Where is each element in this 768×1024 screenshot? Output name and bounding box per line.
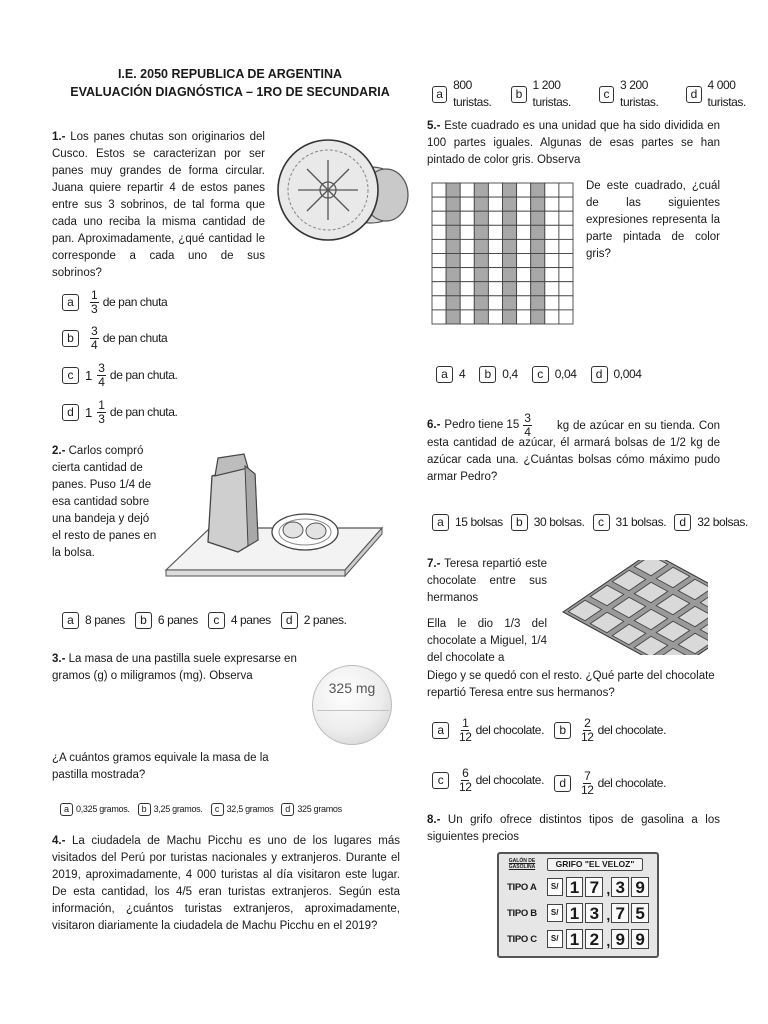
option-letter-box: d xyxy=(554,775,571,792)
option-letter-box[interactable]: d xyxy=(281,612,298,629)
option-text: 30 bolsas. xyxy=(533,515,585,529)
option-text: 15 bolsas xyxy=(455,515,503,529)
q5-body: Este cuadrado es una unidad que ha sido dividida en 100 partes iguales. Algunas de esas partes se han pintado de color gris. Observa xyxy=(427,120,721,166)
option-text: 1 200 turistas. xyxy=(532,78,571,109)
grid-cell-shaded xyxy=(446,310,460,324)
q6-options xyxy=(432,514,748,531)
grid-cell xyxy=(517,239,531,253)
q8-text xyxy=(427,812,720,846)
option-text: 3 200 turistas. xyxy=(620,78,659,109)
grid-cell xyxy=(517,225,531,239)
option-whole: 1 xyxy=(85,405,93,420)
grid-cell xyxy=(488,183,502,197)
currency-label: S/ xyxy=(547,904,563,922)
option-letter-box[interactable]: a xyxy=(60,803,73,816)
pill-line xyxy=(317,710,389,711)
option-letter-box[interactable]: b xyxy=(138,803,151,816)
option-letter-box[interactable]: a xyxy=(432,514,449,531)
grid-cell xyxy=(517,254,531,268)
fraction-numerator: 1 xyxy=(462,716,469,730)
price-digit: 1 xyxy=(566,903,584,923)
option-fraction xyxy=(581,770,594,797)
grid-cell xyxy=(432,197,446,211)
fraction-denominator: 4 xyxy=(91,338,98,352)
q3-number: 3.- xyxy=(52,653,66,665)
exam-title: EVALUACIÓN DIAGNÓSTICA – 1RO DE SECUNDARIA xyxy=(70,85,390,99)
grid-cell-shaded xyxy=(531,211,545,225)
grid-cell-shaded xyxy=(446,183,460,197)
school-title: I.E. 2050 REPUBLICA DE ARGENTINA xyxy=(117,67,343,81)
grid-cell-shaded xyxy=(446,282,460,296)
grid-cell-shaded xyxy=(446,239,460,253)
decimal-separator: , xyxy=(606,881,611,897)
option-text: 8 panes xyxy=(85,613,125,627)
grid-cell xyxy=(545,225,559,239)
grid-cell xyxy=(517,268,531,282)
grid-cell-shaded xyxy=(474,211,488,225)
grid-cell xyxy=(460,268,474,282)
option-text: 3,25 gramos. xyxy=(153,804,203,814)
q3-body: La masa de una pastilla suele expresarse en gramos (g) o miligramos (mg). Observa xyxy=(52,653,297,682)
q1-option-b[interactable] xyxy=(62,325,177,352)
grid-cell-shaded xyxy=(474,239,488,253)
pill-illustration xyxy=(312,665,392,745)
sign-row xyxy=(507,902,651,924)
grid-cell-shaded xyxy=(503,282,517,296)
fraction-numerator: 1 xyxy=(98,398,105,412)
fraction-numerator: 7 xyxy=(584,769,591,783)
grid-cell-shaded xyxy=(531,239,545,253)
grid-cell-shaded xyxy=(531,183,545,197)
q5-text xyxy=(427,118,720,169)
hundred-square-grid xyxy=(431,182,574,325)
option-letter-box: c xyxy=(62,367,79,384)
grid-cell-shaded xyxy=(503,310,517,324)
q4-number: 4.- xyxy=(52,835,66,847)
grid-cell xyxy=(559,254,573,268)
bread-illustration xyxy=(276,135,411,245)
q8-number: 8.- xyxy=(427,814,441,826)
grid-cell xyxy=(545,197,559,211)
grid-cell xyxy=(488,282,502,296)
option-text: 0,004 xyxy=(613,367,642,381)
q2-number: 2.- xyxy=(52,445,66,457)
grid-cell xyxy=(545,254,559,268)
grid-cell xyxy=(460,239,474,253)
grid-cell-shaded xyxy=(503,254,517,268)
option-letter-box[interactable]: d xyxy=(686,86,701,103)
grid-cell-shaded xyxy=(474,282,488,296)
fraction-denominator: 3 xyxy=(91,302,98,316)
grid-cell xyxy=(545,268,559,282)
grid-cell xyxy=(559,268,573,282)
q1-text xyxy=(52,129,265,282)
grid-cell-shaded xyxy=(446,225,460,239)
q1-option-a[interactable] xyxy=(62,289,177,316)
grid-cell xyxy=(545,211,559,225)
fraction-numerator: 1 xyxy=(91,288,98,302)
grid-cell xyxy=(460,197,474,211)
grid-cell-shaded xyxy=(531,296,545,310)
q4-text xyxy=(52,833,400,935)
grid-cell xyxy=(488,310,502,324)
grid-cell xyxy=(517,310,531,324)
q1-option-d[interactable] xyxy=(62,399,187,426)
grid-cell xyxy=(460,310,474,324)
grid-cell-shaded xyxy=(531,282,545,296)
fraction-numerator: 6 xyxy=(462,766,469,780)
price-digit: 9 xyxy=(631,877,649,897)
price-digit: 3 xyxy=(611,877,629,897)
grid-cell xyxy=(460,296,474,310)
q4-options xyxy=(432,77,768,111)
grid-cell-shaded xyxy=(446,197,460,211)
option-text: 325 gramos xyxy=(297,804,342,814)
grid-cell-shaded xyxy=(474,268,488,282)
option-text: del chocolate. xyxy=(475,773,545,787)
grid-cell-shaded xyxy=(503,183,517,197)
option-text: del chocolate. xyxy=(597,776,667,790)
grid-cell-shaded xyxy=(474,254,488,268)
fraction-numerator: 3 xyxy=(524,411,531,425)
decimal-separator: , xyxy=(606,907,611,923)
grid-cell-shaded xyxy=(503,239,517,253)
grid-cell xyxy=(559,282,573,296)
grid-cell xyxy=(432,282,446,296)
option-letter-box[interactable]: c xyxy=(208,612,225,629)
option-fraction xyxy=(90,325,99,352)
grid-cell-shaded xyxy=(446,296,460,310)
fraction-denominator: 12 xyxy=(459,780,472,794)
grid-cell-shaded xyxy=(531,225,545,239)
q5-question: De este cuadrado, ¿cuál de las siguientes expresiones representa la parte pintada de color gris? xyxy=(586,180,720,260)
price-digit: 9 xyxy=(611,929,629,949)
q7-option-d[interactable] xyxy=(554,770,666,797)
fuel-type-label: TIPO C xyxy=(507,933,537,945)
option-text: 800 turistas. xyxy=(453,78,492,109)
q7-body-a: Teresa repartió este chocolate entre sus hermanos xyxy=(427,558,547,604)
option-text: 4 panes xyxy=(230,613,271,627)
grid-cell-shaded xyxy=(446,211,460,225)
fraction-denominator: 4 xyxy=(98,375,105,389)
q7-option-a[interactable] xyxy=(432,717,544,744)
sign-row xyxy=(507,928,651,950)
grid-cell-shaded xyxy=(503,268,517,282)
fraction-denominator: 3 xyxy=(98,412,105,426)
option-fraction xyxy=(97,362,106,389)
option-fraction xyxy=(90,289,99,316)
grid-cell xyxy=(517,197,531,211)
grid-cell xyxy=(432,310,446,324)
option-letter-box: d xyxy=(62,404,79,421)
fraction-denominator: 12 xyxy=(581,783,594,797)
grid-cell xyxy=(517,211,531,225)
grid-cell xyxy=(559,211,573,225)
grid-cell-shaded xyxy=(446,254,460,268)
grid-cell-shaded xyxy=(446,268,460,282)
grid-cell xyxy=(559,296,573,310)
option-letter-box[interactable]: a xyxy=(432,86,447,103)
q2-body: Carlos compró cierta cantidad de panes. Puso 1/4 de esa cantidad sobre una bandeja y dejó el resto de panes en la bolsa. xyxy=(52,445,157,559)
option-text: 0,4 xyxy=(502,367,518,381)
option-letter-box[interactable]: d xyxy=(591,366,608,383)
pill-label: 325 mg xyxy=(328,680,376,696)
q8-body: Un grifo ofrece distintos tipos de gasolina a los siguientes precios xyxy=(427,814,720,843)
grid-cell-shaded xyxy=(474,225,488,239)
fuel-type-label: TIPO A xyxy=(507,881,537,893)
grid-cell-shaded xyxy=(503,296,517,310)
option-text: 0,04 xyxy=(554,367,577,381)
grid-cell xyxy=(488,197,502,211)
price-digit: 5 xyxy=(631,903,649,923)
grid-cell xyxy=(432,254,446,268)
grid-cell xyxy=(460,211,474,225)
option-whole: 1 xyxy=(85,368,93,383)
fraction-denominator: 12 xyxy=(459,730,472,744)
fraction-denominator: 4 xyxy=(524,425,531,439)
q3-text xyxy=(52,651,302,685)
option-letter-box[interactable]: d xyxy=(674,514,691,531)
option-text: 6 panes xyxy=(157,613,198,627)
option-fraction xyxy=(581,717,594,744)
option-letter-box[interactable]: a xyxy=(62,612,79,629)
option-letter-box[interactable]: b xyxy=(511,86,526,103)
option-fraction xyxy=(459,717,472,744)
grid-cell xyxy=(559,183,573,197)
option-text: de pan chuta xyxy=(102,295,168,309)
fraction-numerator: 2 xyxy=(584,716,591,730)
grid-cell xyxy=(460,254,474,268)
option-text: de pan chuta. xyxy=(109,368,178,382)
option-letter-box[interactable]: c xyxy=(532,366,549,383)
grid-cell xyxy=(432,268,446,282)
sign-unit-label: GALÓN DE GASOLINA xyxy=(508,858,536,870)
option-fraction xyxy=(459,767,472,794)
grid-cell xyxy=(559,310,573,324)
price-digit: 7 xyxy=(585,877,603,897)
option-letter-box: a xyxy=(432,722,449,739)
q1-body: Los panes chutas son originarios del Cusco. Estos se caracterizan por ser panes muy grandes de forma circular. Juana quiere repartir 4 de estos panes entre sus 3 sobrinos, de tal forma que cada uno reciba la misma cantidad de pan. Aproximadamente, ¿qué cantidad le corresponde a cada uno de sus sobrinos? xyxy=(52,131,265,279)
q7-text-c: Diego y se quedó con el resto. ¿Qué parte del chocolate repartió Teresa entre sus hermanos? xyxy=(427,670,715,699)
option-letter-box[interactable]: b xyxy=(511,514,528,531)
grid-cell xyxy=(460,282,474,296)
grid-cell xyxy=(559,197,573,211)
price-digit: 3 xyxy=(585,903,603,923)
option-letter-box[interactable]: b xyxy=(135,612,152,629)
option-text: 0,325 gramos. xyxy=(76,804,130,814)
sign-station-name: GRIFO "EL VELOZ" xyxy=(547,858,643,871)
option-letter-box[interactable]: c xyxy=(211,803,224,816)
option-letter-box[interactable]: a xyxy=(436,366,453,383)
grid-cell-shaded xyxy=(474,183,488,197)
option-text: 32,5 gramos xyxy=(226,804,274,814)
grid-cell xyxy=(488,211,502,225)
sign-row xyxy=(507,876,651,898)
option-letter-box: b xyxy=(554,722,571,739)
price-digit: 7 xyxy=(611,903,629,923)
q4-body: La ciudadela de Machu Picchu es uno de los lugares más visitados del Perú por turistas nacionales y extranjeros. Durante el 2019, aproximadamente, 4 000 turistas al día visitaron este lugar. De esta cantidad, los 4/5 eran turistas extranjeros. Según esta información, ¿cuántos turistas extranjeros, aproximadamente, visitaron diariamente la ciudadela de Machu Picchu en el 2019? xyxy=(52,835,400,932)
bread-bag-tray-illustration xyxy=(160,452,385,582)
option-letter-box[interactable]: b xyxy=(479,366,496,383)
grid-cell xyxy=(432,211,446,225)
fraction-numerator: 3 xyxy=(98,361,105,375)
grid-cell xyxy=(432,296,446,310)
price-digit: 1 xyxy=(566,877,584,897)
grid-cell xyxy=(432,225,446,239)
grid-cell xyxy=(488,268,502,282)
grid-cell xyxy=(545,239,559,253)
q1-option-c[interactable] xyxy=(62,362,187,389)
option-letter-box[interactable]: c xyxy=(599,86,614,103)
option-text: 4 xyxy=(459,367,466,381)
price-digit: 9 xyxy=(631,929,649,949)
q3-options xyxy=(60,801,350,818)
q7-text-b: Ella le dio 1/3 del chocolate a Miguel, 1/4 del chocolate a xyxy=(427,618,547,664)
option-text: del chocolate. xyxy=(597,723,667,737)
grid-cell xyxy=(517,282,531,296)
grid-cell-shaded xyxy=(474,310,488,324)
grid-cell xyxy=(559,225,573,239)
q7-option-b[interactable] xyxy=(554,717,666,744)
q7-option-c[interactable] xyxy=(432,767,544,794)
option-text: 31 bolsas. xyxy=(615,515,667,529)
decimal-separator: , xyxy=(606,933,611,949)
option-text: 2 panes. xyxy=(303,613,347,627)
price-digit: 2 xyxy=(585,929,603,949)
q6-number: 6.- xyxy=(427,419,441,431)
option-letter-box[interactable]: d xyxy=(281,803,294,816)
chocolate-bar-illustration xyxy=(558,560,708,655)
fraction-numerator: 3 xyxy=(91,324,98,338)
option-text: de pan chuta. xyxy=(109,405,178,419)
grid-cell xyxy=(545,183,559,197)
option-letter-box: c xyxy=(432,772,449,789)
grid-cell xyxy=(517,296,531,310)
grid-cell xyxy=(488,239,502,253)
fuel-type-label: TIPO B xyxy=(507,907,537,919)
grid-cell xyxy=(432,183,446,197)
grid-cell-shaded xyxy=(503,225,517,239)
q6-body: kg de azúcar en su tienda. Con esta cantidad de azúcar, él armará bolsas de 1/2 kg de azúcar cada una. ¿Cuántas bolsas cómo máximo pudo armar Pedro? xyxy=(427,420,720,483)
price-digit: 1 xyxy=(566,929,584,949)
grid-cell xyxy=(488,254,502,268)
grid-cell xyxy=(559,239,573,253)
grid-cell-shaded xyxy=(503,211,517,225)
grid-cell-shaded xyxy=(474,296,488,310)
option-text: 4 000 turistas. xyxy=(707,78,746,109)
option-letter-box: b xyxy=(62,330,79,347)
grid-cell-shaded xyxy=(474,197,488,211)
grid-cell xyxy=(460,225,474,239)
q5-options xyxy=(436,366,652,383)
option-letter-box[interactable]: c xyxy=(593,514,610,531)
fraction-denominator: 12 xyxy=(581,730,594,744)
option-letter-box: a xyxy=(62,294,79,311)
q6-text-a: Pedro tiene 15 xyxy=(444,419,520,431)
q7-text-a xyxy=(427,556,547,607)
q5-number: 5.- xyxy=(427,120,441,132)
grid-cell xyxy=(460,183,474,197)
option-text: 32 bolsas. xyxy=(697,515,748,529)
grid-cell-shaded xyxy=(531,254,545,268)
currency-label: S/ xyxy=(547,878,563,896)
grid-cell xyxy=(545,296,559,310)
option-fraction xyxy=(97,399,106,426)
grid-cell xyxy=(488,225,502,239)
option-text: de pan chuta xyxy=(102,331,168,345)
grid-cell-shaded xyxy=(503,197,517,211)
grid-cell xyxy=(432,239,446,253)
q3-question: ¿A cuántos gramos equivale la masa de la pastilla mostrada? xyxy=(52,752,269,781)
q1-number: 1.- xyxy=(52,131,66,143)
q7-number: 7.- xyxy=(427,558,441,570)
currency-label: S/ xyxy=(547,930,563,948)
grid-cell xyxy=(545,282,559,296)
grid-cell-shaded xyxy=(531,197,545,211)
grid-cell xyxy=(517,183,531,197)
option-text: del chocolate. xyxy=(475,723,545,737)
q2-text xyxy=(52,443,158,562)
grid-cell-shaded xyxy=(531,268,545,282)
q2-options xyxy=(62,612,357,629)
grid-cell xyxy=(488,296,502,310)
grid-cell xyxy=(545,310,559,324)
grid-cell-shaded xyxy=(531,310,545,324)
gas-price-sign xyxy=(497,852,659,958)
